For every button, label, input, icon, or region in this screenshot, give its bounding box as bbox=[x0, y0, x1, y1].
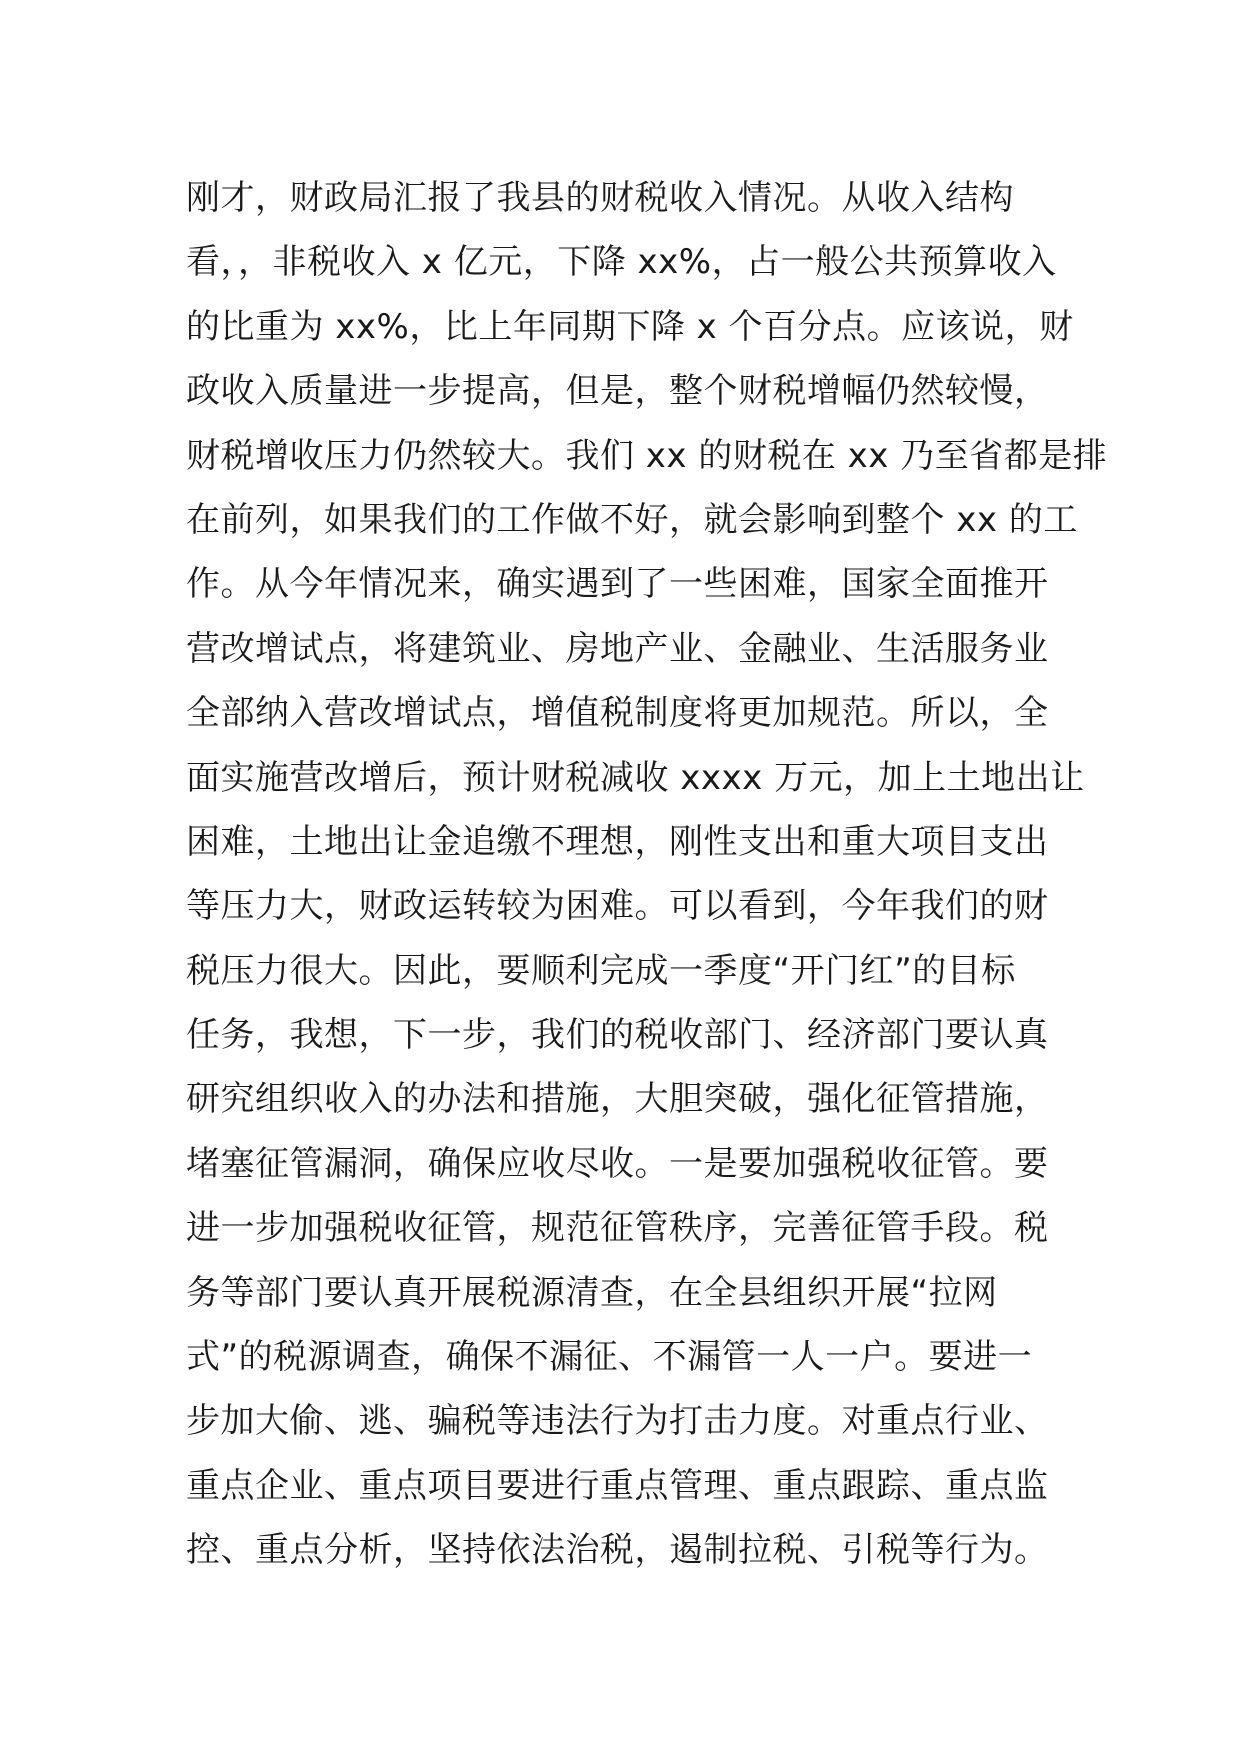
text-line: 堵塞征管漏洞，确保应收尽收。一是要加强税收征管。要 bbox=[186, 1143, 1049, 1184]
text-line: 困难，土地出让金追缴不理想，刚性支出和重大项目支出 bbox=[186, 821, 1049, 862]
text-line: 作。从今年情况来，确实遇到了一些困难，国家全面推开 bbox=[186, 564, 1049, 605]
text-line: 步加大偷、逃、骗税等违法行为打击力度。对重点行业、 bbox=[186, 1401, 1049, 1442]
text-line: 重点企业、重点项目要进行重点管理、重点跟踪、重点监 bbox=[186, 1465, 1049, 1506]
body-text bbox=[186, 166, 1108, 1583]
text-line: 进一步加强税收征管，规范征管秩序，完善征管手段。税 bbox=[186, 1208, 1049, 1249]
text-line: 营改增试点，将建筑业、房地产业、金融业、生活服务业 bbox=[186, 628, 1049, 669]
text-line: 任务，我想，下一步，我们的税收部门、经济部门要认真 bbox=[186, 1015, 1049, 1056]
text-line: 面实施营改增后，预计财税减收 xxxx 万元，加上土地出让 bbox=[186, 757, 1085, 798]
text-line: 控、重点分析，坚持依法治税，遏制拉税、引税等行为。 bbox=[186, 1530, 1049, 1571]
text-line: 等压力大，财政运转较为困难。可以看到，今年我们的财 bbox=[186, 886, 1049, 927]
text-line: 的比重为 xx%，比上年同期下降 x 个百分点。应该说，财 bbox=[186, 306, 1074, 347]
text-line: 式”的税源调查，确保不漏征、不漏管一人一户。要进一 bbox=[186, 1337, 1033, 1378]
text-line: 全部纳入营改增试点，增值税制度将更加规范。所以，全 bbox=[186, 693, 1049, 734]
text-line: 税压力很大。因此，要顺利完成一季度“开门红”的目标 bbox=[186, 950, 1016, 991]
text-line: 在前列，如果我们的工作做不好，就会影响到整个 xx 的工 bbox=[186, 499, 1078, 540]
text-line: 刚才，财政局汇报了我县的财税收入情况。从收入结构 bbox=[186, 178, 1014, 218]
text-line: 务等部门要认真开展税源清查，在全县组织开展“拉网 bbox=[186, 1272, 998, 1313]
text-line: 看，，非税收入 x 亿元，下降 xx%，占一般公共预算收入 bbox=[186, 242, 1057, 283]
text-line: 财税增收压力仍然较大。我们 xx 的财税在 xx 乃至省都是排 bbox=[186, 435, 1108, 476]
text-line: 研究组织收入的办法和措施，大胆突破，强化征管措施， bbox=[186, 1079, 1049, 1120]
text-line: 政收入质量进一步提高，但是，整个财税增幅仍然较慢， bbox=[186, 371, 1049, 412]
